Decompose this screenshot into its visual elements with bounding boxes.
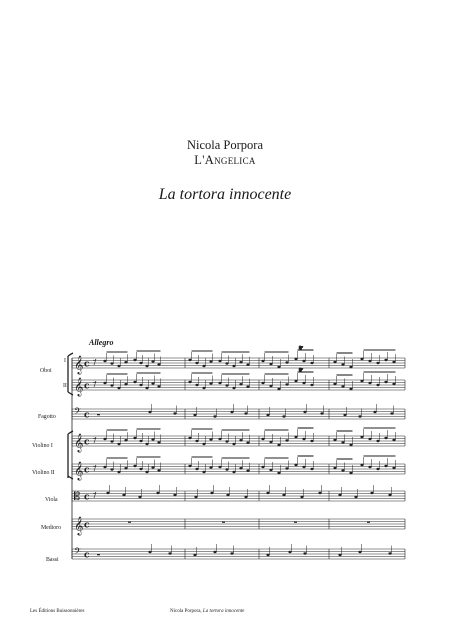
eighth-rest xyxy=(93,381,96,387)
note xyxy=(341,469,344,471)
note xyxy=(302,382,305,384)
note xyxy=(294,358,297,360)
tempo-marking: Allegro xyxy=(89,338,114,347)
note xyxy=(103,382,106,384)
note xyxy=(188,437,191,439)
note xyxy=(338,494,341,496)
note xyxy=(373,411,376,413)
staff-5 xyxy=(72,491,405,501)
note xyxy=(370,492,373,494)
violino-1-label: Violino I xyxy=(32,443,53,449)
note xyxy=(213,551,216,553)
note xyxy=(388,494,391,496)
oboe-label: Oboi xyxy=(40,368,52,374)
note xyxy=(225,384,228,386)
note xyxy=(232,365,235,367)
note xyxy=(106,492,109,494)
footer-aria-title: La tortora innocente xyxy=(202,609,245,614)
bass-clef: 𝄢 xyxy=(74,546,82,559)
note xyxy=(139,468,142,470)
note xyxy=(294,436,297,438)
note xyxy=(349,444,352,446)
note xyxy=(384,437,387,439)
note xyxy=(266,554,269,556)
time-signature: c xyxy=(84,520,90,531)
oboe-part-1-label: I xyxy=(64,358,66,364)
note xyxy=(341,363,344,365)
note xyxy=(195,362,198,364)
note xyxy=(218,438,221,440)
note xyxy=(151,466,154,468)
note xyxy=(239,439,242,441)
note xyxy=(310,362,313,364)
note xyxy=(148,411,151,413)
note xyxy=(376,362,379,364)
note xyxy=(213,415,216,417)
note xyxy=(230,411,233,413)
note xyxy=(209,438,212,440)
staff-3 xyxy=(72,436,405,446)
time-signature: c xyxy=(84,437,90,448)
staff-7 xyxy=(72,549,405,559)
note xyxy=(124,439,127,441)
note xyxy=(110,384,113,386)
note xyxy=(341,441,344,443)
staff-0 xyxy=(72,358,405,368)
note xyxy=(294,464,297,466)
note xyxy=(195,384,198,386)
rest xyxy=(97,554,100,555)
medioro-label: Medioro xyxy=(41,525,61,531)
note xyxy=(358,415,361,417)
note xyxy=(139,440,142,442)
note xyxy=(392,467,395,469)
note xyxy=(124,467,127,469)
note xyxy=(209,382,212,384)
note xyxy=(277,388,280,390)
note xyxy=(117,443,120,445)
note xyxy=(376,440,379,442)
note xyxy=(232,471,235,473)
note xyxy=(360,358,363,360)
note xyxy=(246,386,249,388)
note xyxy=(349,388,352,390)
treble-clef: 𝄞 xyxy=(74,461,84,480)
note xyxy=(232,443,235,445)
note xyxy=(269,385,272,387)
eighth-rest xyxy=(93,359,96,365)
note xyxy=(139,384,142,386)
note xyxy=(349,366,352,368)
viola-label: Viola xyxy=(45,497,58,503)
note xyxy=(360,436,363,438)
note xyxy=(384,359,387,361)
note xyxy=(333,467,336,469)
note xyxy=(261,382,264,384)
trill-mark: tr xyxy=(299,345,303,351)
note xyxy=(239,361,242,363)
time-signature: c xyxy=(84,359,90,370)
note xyxy=(239,383,242,385)
note xyxy=(282,494,285,496)
note xyxy=(218,360,221,362)
rest xyxy=(294,522,297,523)
note xyxy=(310,468,313,470)
rest xyxy=(367,522,370,523)
note xyxy=(368,360,371,362)
note xyxy=(384,465,387,467)
note xyxy=(261,438,264,440)
note xyxy=(138,496,141,498)
note xyxy=(285,439,288,441)
footer-composer: Nicola Porpora, xyxy=(170,609,203,614)
note xyxy=(117,471,120,473)
note xyxy=(300,496,303,498)
note xyxy=(133,381,136,383)
note xyxy=(269,363,272,365)
note xyxy=(202,443,205,445)
note xyxy=(173,412,176,414)
note xyxy=(122,494,125,496)
note xyxy=(195,468,198,470)
note xyxy=(117,365,120,367)
note xyxy=(303,552,306,554)
note xyxy=(103,360,106,362)
note xyxy=(285,361,288,363)
rest xyxy=(97,414,100,415)
note xyxy=(384,381,387,383)
note xyxy=(310,440,313,442)
note xyxy=(246,470,249,472)
staff-2 xyxy=(72,409,405,419)
fagotto-label: Fagotto xyxy=(38,414,56,420)
rest xyxy=(128,522,131,523)
note xyxy=(244,412,247,414)
time-signature: c xyxy=(84,410,90,421)
note xyxy=(266,492,269,494)
note xyxy=(285,383,288,385)
treble-clef: 𝄞 xyxy=(74,516,84,535)
trill-mark: tr xyxy=(299,367,303,373)
eighth-rest xyxy=(93,437,96,443)
note xyxy=(269,469,272,471)
note xyxy=(358,551,361,553)
note xyxy=(390,412,393,414)
note xyxy=(124,383,127,385)
bassi-label: Bassi xyxy=(46,557,59,563)
note xyxy=(133,437,136,439)
note xyxy=(145,471,148,473)
staff-1 xyxy=(72,380,405,390)
note xyxy=(318,492,321,494)
note xyxy=(133,359,136,361)
note xyxy=(285,467,288,469)
note xyxy=(225,468,228,470)
note xyxy=(157,363,160,365)
note xyxy=(110,440,113,442)
oboe-part-2-label: II xyxy=(63,383,67,389)
note xyxy=(103,466,106,468)
note xyxy=(210,492,213,494)
note xyxy=(157,469,160,471)
note xyxy=(302,466,305,468)
note xyxy=(173,494,176,496)
work-title: L'Angelica xyxy=(194,153,256,167)
eighth-rest xyxy=(93,492,96,498)
note xyxy=(338,554,341,556)
note xyxy=(261,466,264,468)
note xyxy=(157,385,160,387)
note xyxy=(151,360,154,362)
note xyxy=(202,471,205,473)
note xyxy=(277,366,280,368)
violino-2-label: Violino II xyxy=(32,470,55,476)
note xyxy=(269,441,272,443)
note xyxy=(209,360,212,362)
aria-title: La tortora innocente xyxy=(158,186,292,203)
note xyxy=(294,380,297,382)
note xyxy=(320,412,323,414)
treble-clef: 𝄞 xyxy=(74,377,84,396)
note xyxy=(226,494,229,496)
note xyxy=(124,361,127,363)
note xyxy=(218,466,221,468)
note xyxy=(368,438,371,440)
note xyxy=(209,466,212,468)
note xyxy=(282,415,285,417)
note xyxy=(333,361,336,363)
note xyxy=(139,362,142,364)
note xyxy=(202,365,205,367)
note xyxy=(303,411,306,413)
note xyxy=(368,382,371,384)
note xyxy=(156,492,159,494)
note xyxy=(349,472,352,474)
publisher-footer: Les Éditions Buissonnières xyxy=(30,609,85,614)
note xyxy=(376,468,379,470)
note xyxy=(368,466,371,468)
note xyxy=(157,441,160,443)
note xyxy=(266,414,269,416)
note xyxy=(392,383,395,385)
note xyxy=(145,365,148,367)
treble-clef: 𝄞 xyxy=(74,433,84,452)
note xyxy=(277,472,280,474)
alto-clef: 𝄡 xyxy=(74,490,81,503)
staff-4 xyxy=(72,464,405,474)
note xyxy=(110,468,113,470)
note xyxy=(225,362,228,364)
note xyxy=(302,360,305,362)
note xyxy=(360,380,363,382)
note xyxy=(202,387,205,389)
note xyxy=(239,467,242,469)
note xyxy=(392,361,395,363)
note xyxy=(188,381,191,383)
note xyxy=(145,443,148,445)
note xyxy=(148,551,151,553)
note xyxy=(310,384,313,386)
note xyxy=(218,382,221,384)
note xyxy=(360,464,363,466)
note xyxy=(195,440,198,442)
title-footer xyxy=(170,609,244,615)
staff-6 xyxy=(72,519,405,529)
time-signature: c xyxy=(84,381,90,392)
note xyxy=(333,383,336,385)
note xyxy=(110,362,113,364)
note xyxy=(230,552,233,554)
note xyxy=(193,554,196,556)
note xyxy=(151,382,154,384)
note xyxy=(343,414,346,416)
note xyxy=(333,439,336,441)
note xyxy=(133,465,136,467)
rest xyxy=(222,522,225,523)
note xyxy=(188,465,191,467)
note xyxy=(168,552,171,554)
note xyxy=(188,359,191,361)
time-signature: c xyxy=(84,550,90,561)
note xyxy=(246,442,249,444)
time-signature: c xyxy=(84,492,90,503)
note xyxy=(145,387,148,389)
note xyxy=(193,414,196,416)
note xyxy=(194,496,197,498)
note xyxy=(151,438,154,440)
note xyxy=(244,496,247,498)
note xyxy=(246,364,249,366)
note xyxy=(354,496,357,498)
bass-clef: 𝄢 xyxy=(74,406,82,419)
note xyxy=(376,384,379,386)
note xyxy=(277,444,280,446)
note xyxy=(388,552,391,554)
note xyxy=(103,438,106,440)
time-signature: c xyxy=(84,465,90,476)
note xyxy=(232,387,235,389)
note xyxy=(341,385,344,387)
note xyxy=(302,438,305,440)
note xyxy=(288,551,291,553)
treble-clef: 𝄞 xyxy=(74,355,84,374)
note xyxy=(117,387,120,389)
note xyxy=(225,440,228,442)
note xyxy=(392,439,395,441)
eighth-rest xyxy=(93,465,96,471)
note xyxy=(261,360,264,362)
composer-name: Nicola Porpora xyxy=(186,138,264,152)
